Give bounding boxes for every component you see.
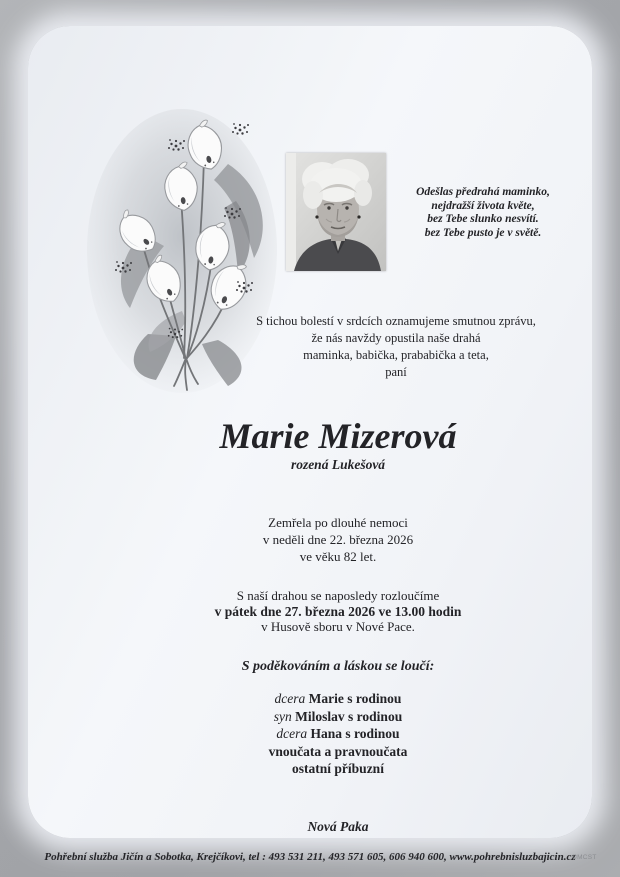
farewell-heading: S poděkováním a láskou se loučí: <box>241 659 435 674</box>
death-line: v neděli dne 22. března 2026 <box>262 532 414 547</box>
print-watermark: ©MCST <box>572 854 597 861</box>
verse-line: bez Tebe slunko nesvítí. <box>427 213 539 225</box>
maiden-name: rozená Lukešová <box>290 457 386 472</box>
funeral-service-contact: Pohřební služba Jičín a Sobotka, Krejčíkovi, tel : 493 531 211, 493 571 605, 606 940 600, www.pohrebnisluzbajicin.cz <box>44 851 576 863</box>
announcement-line: že nás navždy opustila naše drahá <box>311 331 481 345</box>
funeral-line: S naší drahou se naposledy rozloučíme <box>236 588 440 603</box>
mourner-name: Marie s rodinou <box>308 691 402 706</box>
mourner-name: Hana s rodinou <box>310 726 400 741</box>
mourner-relation: dcera <box>274 691 306 706</box>
verse-line: bez Tebe pusto je v světě. <box>424 226 542 239</box>
mourner-relation: syn <box>273 708 292 724</box>
memorial-verse <box>362 186 604 240</box>
death-line: Zemřela po dlouhé nemoci <box>268 515 408 530</box>
mourner-row <box>28 690 620 708</box>
announcement-text <box>178 313 614 381</box>
announcement-line: paní <box>385 365 407 379</box>
funeral-details <box>28 588 620 635</box>
mourner-row: vnoučata a pravnoučata <box>268 743 408 759</box>
funeral-date-time: v pátek dne 27. března 2026 ve 13.00 hodin <box>214 603 462 619</box>
mourner-row <box>28 708 620 726</box>
funeral-place: v Husově sboru v Nové Pace. <box>261 619 415 634</box>
deceased-name: Marie Mizerová <box>219 416 457 456</box>
mourners-list <box>28 690 620 778</box>
city-name: Nová Paka <box>307 819 369 834</box>
mourner-row: ostatní příbuzní <box>292 761 384 776</box>
memorial-card <box>28 26 592 838</box>
verse-line: nejdražší života květe, <box>431 199 535 212</box>
death-details <box>28 514 620 565</box>
announcement-line: maminka, babička, prababička a teta, <box>303 348 489 362</box>
mourner-name: Miloslav s rodinou <box>295 708 403 724</box>
verse-line: Odešlas předrahá maminko, <box>416 186 550 198</box>
mourner-row <box>28 725 620 743</box>
announcement-line: S tichou bolestí v srdcích oznamujeme smutnou zprávu, <box>256 314 536 328</box>
mourner-relation: dcera <box>276 726 308 741</box>
death-line: ve věku 82 let. <box>299 549 377 564</box>
